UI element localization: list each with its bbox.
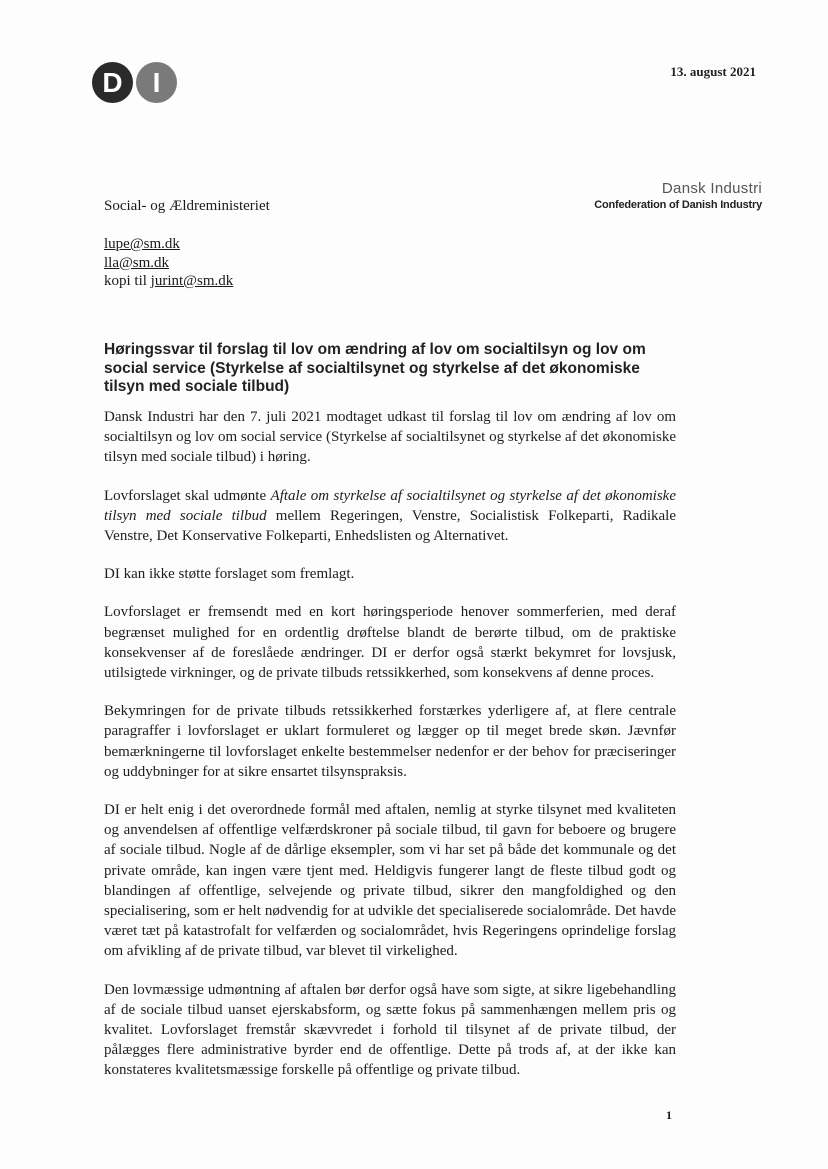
logo-letter-i: I	[136, 62, 177, 103]
paragraph: Dansk Industri har den 7. juli 2021 modtaget udkast til forslag til lov om ændring af lov om socialtilsyn og lov om social service (Styrkelse af socialtilsynet og styrkelse af det økonomiske tilsyn med sociale tilbud) i høring.	[104, 409, 676, 466]
paragraph-text: mellem Regeringen, Venstre, Socialistisk Folkeparti, Radikale Venstre, Det Konservative Folkeparti, Enhedslisten og Alternativet.	[104, 507, 676, 545]
recipient-emails	[104, 235, 233, 291]
organization-name: Dansk Industri	[661, 180, 762, 197]
document-date: 13. august 2021	[670, 64, 756, 79]
paragraph: DI er helt enig i det overordnede formål med aftalen, nemlig at styrke tilsynet med kvaliteten og anvendelsen af offentlige velfærdskroner på sociale tilbud, til gavn for beboere og brugere af sociale tilbud. Nogle af de dårlige eksempler, som vi har set på både det kommunale og det private område, kan ingen være tjent med. Heldigvis fungerer langt de fleste tilbud godt og blandingen af offentlige, selvejende og private tilbud, sikrer den mangfoldighed og den specialisering, som er helt nødvendig for at udvikle det specialiserede socialområde. Det havde været tæt på katastrofalt for velfærden og socialområdet, hvis Regeringens oprindelige forslag om afvikling af de private tilbud, var blevet til virkelighed.	[104, 802, 676, 960]
recipient-ministry: Social- og Ældreministeriet	[104, 198, 270, 214]
paragraph: Bekymringen for de private tilbuds retssikkerhed forstærkes yderligere af, at flere centrale paragraffer i lovforslaget er uklart formuleret og lægger op til meget brede skøn. Jævnfør bemærkningerne til lovforslaget enkelte bestemmelser nedenfor er der behov for præciseringer og uddybninger for at sikre ensartet tilsynspraksis.	[104, 703, 676, 780]
paragraph: DI kan ikke støtte forslaget som fremlagt.	[104, 566, 355, 583]
paragraph: Lovforslaget er fremsendt med en kort høringsperiode henover sommerferien, med deraf begrænset mulighed for en ordentlig drøftelse blandt de berørte tilbud, om de praktiske konsekvenser af de foreslåede ændringer. DI er derfor også stærkt bekymret for lovsjusk, utilsigtede virkninger, og de private tilbuds retssikkerhed, som konsekvens af denne proces.	[104, 604, 676, 682]
email-link-lupe[interactable]: lupe@sm.dk	[104, 236, 180, 252]
copy-line	[104, 272, 233, 291]
logo-letter-d: D	[92, 62, 133, 103]
email-link-jurint[interactable]: jurint@sm.dk	[150, 273, 234, 289]
page-number: 1	[666, 1108, 672, 1122]
email-link-lla[interactable]: lla@sm.dk	[104, 254, 170, 271]
di-logo	[92, 62, 177, 103]
copy-prefix: kopi til	[104, 273, 151, 289]
paragraph-text: Lovforslaget skal udmønte	[104, 487, 271, 504]
paragraph	[104, 486, 676, 547]
letter-body	[104, 407, 676, 1099]
agreement-title: Aftale om styrkelse af socialtilsynet og styrkelse af det økonomiske tilsyn med sociale tilbud	[104, 487, 676, 524]
paragraph: Den lovmæssige udmøntning af aftalen bør derfor også have som sigte, at sikre ligebehandling af de sociale tilbud uanset ejerskabsform, og sætte fokus på sammenhængen mellem pris og kvalitet. Lovforslaget fremstår skævvredet i forhold til tilsynet af de private tilbud, der pålægges flere administrative byrder end de offentlige. Dette på trods af, at der ikke kan konstateres kvalitetsmæssige forskelle på offentlige og private tilbud.	[104, 981, 676, 1079]
document-subject: Høringssvar til forslag til lov om ændring af lov om socialtilsyn og lov om social service (Styrkelse af socialtilsynet og styrkelse af det økonomiske tilsyn med sociale tilbud)	[104, 341, 646, 395]
organization-subtitle: Confederation of Danish Industry	[594, 199, 762, 211]
organization-block	[594, 180, 762, 211]
